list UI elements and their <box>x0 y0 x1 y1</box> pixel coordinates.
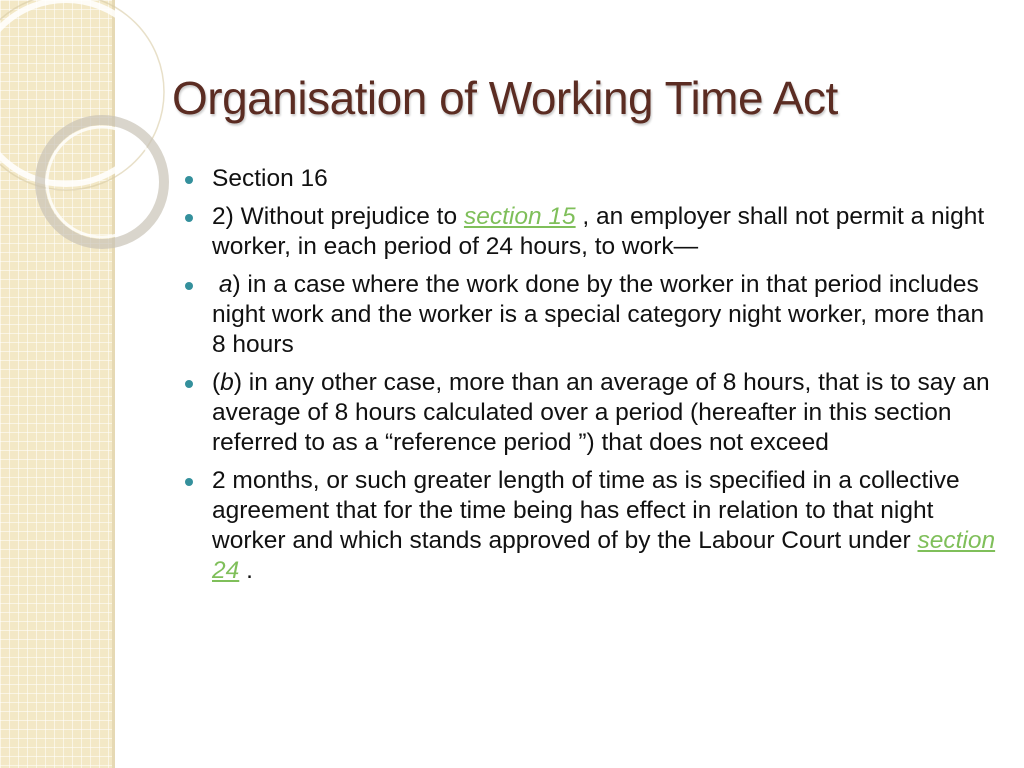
decorative-rings <box>0 0 190 260</box>
bullet-text-before: 2) Without prejudice to <box>212 203 464 230</box>
slide-title: Organisation of Working Time Act <box>172 72 838 124</box>
bullet-dot-icon <box>185 282 193 290</box>
bullet-text-prefix <box>212 271 219 298</box>
bullet-dot-icon <box>185 214 193 222</box>
bullet-text-before: 2 months, or such greater length of time as is specified in a collective agreement that for the time being has effect in relation to that night worker and which stands approved of by the Labour Court under <box>212 467 960 554</box>
bullet-item-two-months <box>212 466 1002 586</box>
bullet-dot-icon <box>185 380 193 388</box>
bullet-item-section-16 <box>212 164 1002 194</box>
decorative-ring-upper <box>0 0 158 184</box>
bullet-text: Section 16 <box>212 165 328 192</box>
clause-letter: b <box>220 369 234 396</box>
bullet-text-after: ) in a case where the work done by the worker in that period includes night work and the worker is a special category night worker, more than 8 hours <box>212 271 985 358</box>
bullet-item-prejudice <box>212 202 1002 262</box>
section-24-link[interactable]: section 24 <box>212 527 996 584</box>
bullet-text-after: ) in any other case, more than an average of 8 hours, that is to say an average of 8 hours calculated over a period (hereafter in this section referred to as a “reference period ”) that does not exceed <box>212 369 990 456</box>
bullet-text-after: , an employer shall not permit a night worker, in each period of 24 hours, to work— <box>212 203 985 260</box>
bullet-list <box>212 164 1002 594</box>
bullet-dot-icon <box>185 176 193 184</box>
bullet-text-prefix: ( <box>212 369 221 396</box>
clause-letter: a <box>218 271 233 298</box>
bullet-item-clause-a <box>212 270 1002 360</box>
section-15-link[interactable]: section 15 <box>463 203 576 230</box>
bullet-item-clause-b <box>212 368 1002 458</box>
bullet-dot-icon <box>185 478 193 486</box>
bullet-text-after: . <box>239 557 253 584</box>
decorative-ring-upper-shade <box>0 0 164 190</box>
